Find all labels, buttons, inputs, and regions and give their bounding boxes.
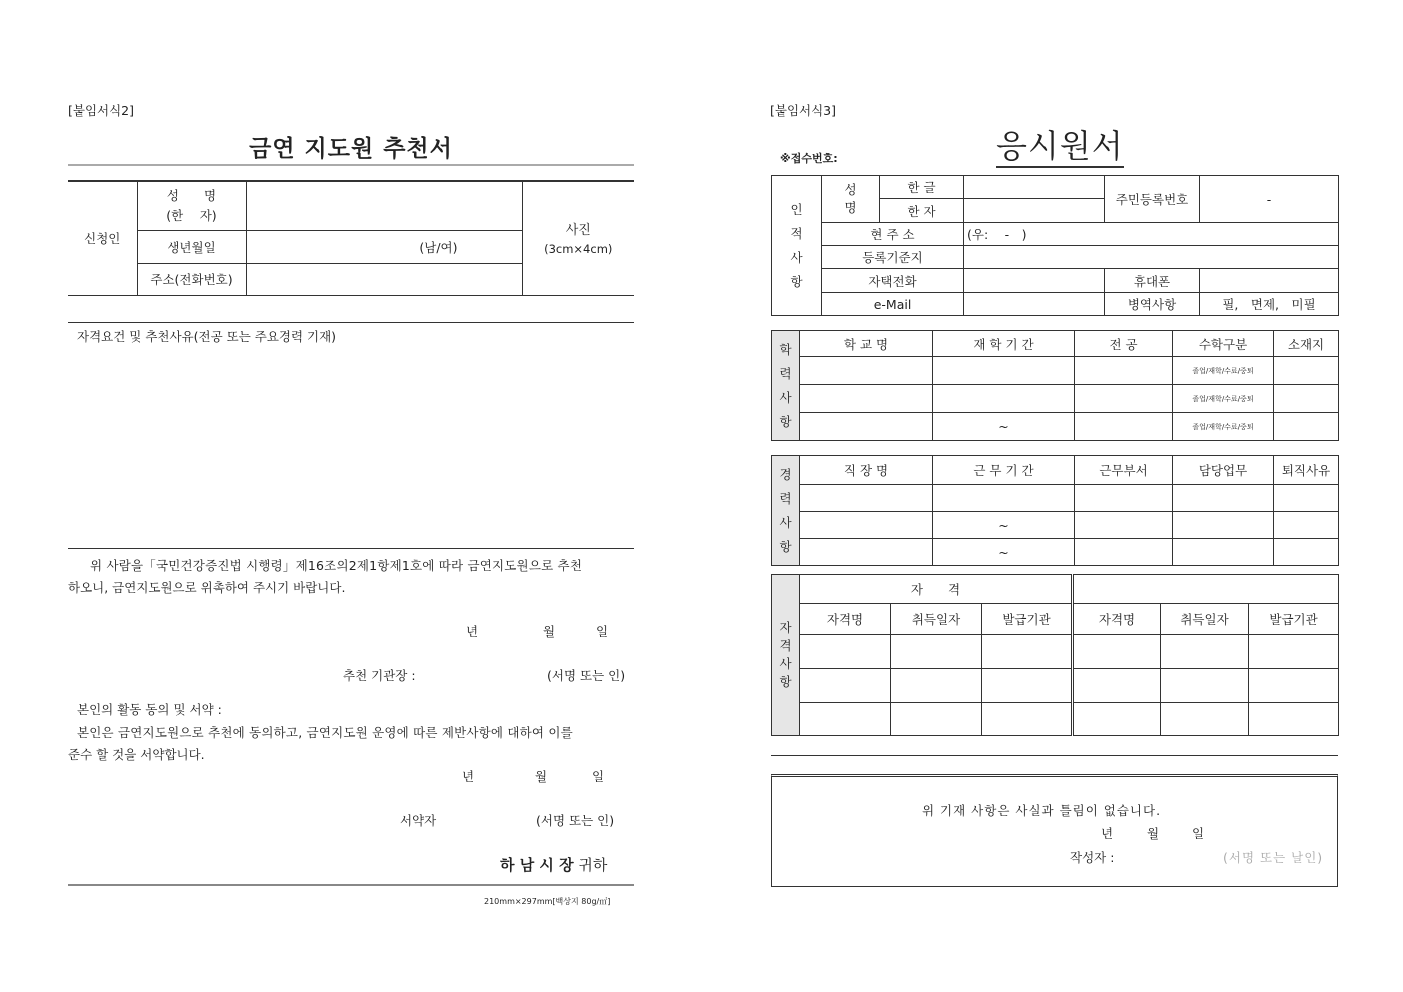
military-field[interactable]: 필, 면제, 미필 [1200, 293, 1339, 316]
resident-no-field[interactable]: - [1200, 176, 1339, 223]
edu-cell[interactable] [1274, 385, 1339, 413]
home-phone-label: 자택전화 [822, 269, 964, 293]
edu-header-major: 전 공 [1075, 331, 1173, 357]
edu-cell[interactable] [933, 385, 1075, 413]
birth-field[interactable] [246, 230, 522, 263]
recommend-line-1: 위 사람을「국민건강증진법 시행령」제16조의2제1항제1호에 따라 금연지도원으로 추천 [90, 558, 583, 573]
career-table [771, 455, 1339, 566]
edu-cell[interactable] [1075, 385, 1173, 413]
photo-box [522, 181, 634, 295]
edu-header-period: 재 학 기 간 [933, 331, 1075, 357]
edu-header-school: 학 교 명 [800, 331, 933, 357]
address-field[interactable] [246, 263, 522, 295]
address-label: 주소(전화번호) [137, 263, 246, 295]
photo-size: (3cm×4cm) [544, 242, 613, 257]
footer-rule [68, 884, 634, 886]
career-cell[interactable] [1173, 539, 1274, 566]
edu-cell[interactable] [800, 413, 933, 441]
license-cell[interactable] [800, 669, 891, 703]
career-cell[interactable] [800, 485, 933, 512]
consent-date-month: 월 [535, 769, 548, 784]
license-cell[interactable] [1073, 635, 1161, 669]
hanja-name-field[interactable] [964, 199, 1105, 223]
license-cell[interactable] [1249, 635, 1339, 669]
license-cell[interactable] [1249, 703, 1339, 736]
section-char: 격 [779, 638, 792, 653]
license-cell[interactable] [1161, 703, 1249, 736]
birth-label: 생년월일 [137, 230, 246, 263]
gender-hint: (남/여) [419, 239, 458, 255]
license-cell[interactable] [1073, 669, 1161, 703]
education-table [771, 330, 1339, 441]
hangul-name-field[interactable] [964, 176, 1105, 199]
education-section-label [772, 331, 800, 441]
divider [68, 322, 634, 323]
section-char: 항 [790, 273, 803, 289]
section-char: 사 [779, 656, 792, 671]
license-cell[interactable] [982, 635, 1073, 669]
career-cell[interactable] [1075, 539, 1173, 566]
name-field[interactable] [246, 181, 522, 230]
receipt-number-label: ※접수번호: [780, 152, 838, 165]
declaration-line: 위 기재 사항은 사실과 틀림이 없습니다. [922, 803, 1162, 818]
edu-status-options[interactable]: 졸업/재학/수료/중퇴 [1173, 385, 1274, 413]
registered-field[interactable] [964, 246, 1339, 269]
section-char: 력 [779, 365, 792, 381]
addressee-name: 하 남 시 장 [500, 856, 574, 874]
license-header-name: 자격명 [1073, 604, 1161, 635]
edu-cell[interactable] [933, 357, 1075, 385]
attachment-label-3: [붙임서식3] [770, 103, 837, 118]
home-phone-field[interactable] [964, 269, 1105, 293]
section-char: 항 [779, 674, 792, 689]
section-char: 학 [779, 341, 792, 357]
address-field-3[interactable]: (우: - ) [964, 223, 1339, 246]
license-header-date: 취득일자 [891, 604, 982, 635]
registered-label: 등록기준지 [822, 246, 964, 269]
license-header-issuer: 발급기관 [1249, 604, 1339, 635]
career-period-cell[interactable]: ~ [933, 512, 1075, 539]
edu-cell[interactable] [800, 385, 933, 413]
date-year: 년 [466, 624, 479, 639]
email-field[interactable] [964, 293, 1105, 316]
paper-spec: 210mm×297mm[백상지 80g/㎡] [484, 897, 611, 906]
career-section-label [772, 456, 800, 566]
qualification-textarea[interactable] [68, 345, 634, 545]
recommend-line-2: 하오니, 금연지도원으로 위촉하여 주시기 바랍니다. [68, 580, 346, 595]
date-day: 일 [596, 624, 609, 639]
edu-header-location: 소재지 [1274, 331, 1339, 357]
section-char: 인 [790, 201, 803, 217]
hangul-label: 한 글 [880, 176, 964, 199]
title-rule [68, 164, 634, 166]
photo-label: 사진 [565, 223, 591, 239]
divider [771, 755, 1338, 756]
license-cell[interactable] [1073, 703, 1161, 736]
edu-cell[interactable] [1274, 357, 1339, 385]
career-cell[interactable] [1173, 512, 1274, 539]
license-cell[interactable] [1249, 669, 1339, 703]
career-cell[interactable] [1274, 539, 1339, 566]
qualification-heading: 자격요건 및 추천사유(전공 또는 주요경력 기재) [77, 329, 337, 344]
writer-sign-hint: (서명 또는 날인) [1223, 850, 1324, 865]
career-header-period: 근 무 기 간 [933, 456, 1075, 485]
license-group-header-right [1073, 575, 1339, 604]
edu-status-options[interactable]: 졸업/재학/수료/중퇴 [1173, 357, 1274, 385]
declaration-day: 일 [1192, 826, 1205, 841]
section-char: 항 [779, 538, 792, 554]
career-period-cell[interactable]: ~ [933, 539, 1075, 566]
edu-cell[interactable] [1274, 413, 1339, 441]
consent-heading: 본인의 활동 동의 및 서약 : [77, 702, 222, 717]
edu-header-status: 수학구분 [1173, 331, 1274, 357]
recommender-sign-hint: (서명 또는 인) [547, 668, 626, 683]
military-label: 병역사항 [1105, 293, 1200, 316]
email-label: e-Mail [822, 293, 964, 316]
license-section-label [772, 575, 800, 736]
name-char: 명 [844, 200, 857, 215]
career-cell[interactable] [1075, 485, 1173, 512]
career-header-reason: 퇴직사유 [1274, 456, 1339, 485]
consent-line-2: 준수 할 것을 서약합니다. [68, 747, 205, 762]
declaration-year: 년 [1101, 826, 1114, 841]
edu-cell[interactable] [1075, 357, 1173, 385]
mobile-field[interactable] [1200, 269, 1339, 293]
edu-period-cell[interactable]: ~ [933, 413, 1075, 441]
license-header-name: 자격명 [800, 604, 891, 635]
declaration-box [771, 774, 1338, 887]
resident-no-label: 주민등록번호 [1105, 176, 1200, 223]
consent-date-year: 년 [462, 769, 475, 784]
license-header-issuer: 발급기관 [982, 604, 1073, 635]
section-char: 사 [790, 249, 803, 265]
section-char: 자 [779, 620, 792, 635]
section-char: 사 [779, 514, 792, 530]
section-char: 사 [779, 389, 792, 405]
application-title: 응시원서 [996, 126, 1124, 168]
career-header-company: 직 장 명 [800, 456, 933, 485]
personal-info-table [771, 175, 1339, 316]
recommender-label: 추천 기관장 : [343, 668, 416, 683]
license-cell[interactable] [982, 703, 1073, 736]
addressee [500, 854, 607, 875]
addressee-suffix: 귀하 [578, 856, 608, 874]
name-char: 성 [844, 182, 857, 197]
career-cell[interactable] [1274, 512, 1339, 539]
page-title: 금연 지도원 추천서 [249, 136, 453, 162]
date-month: 월 [543, 624, 556, 639]
name-hanja-label: (한 자) [166, 207, 217, 223]
license-cell[interactable] [1161, 635, 1249, 669]
career-cell[interactable] [1075, 512, 1173, 539]
declaration-month: 월 [1147, 826, 1160, 841]
attachment-label: [붙임서식2] [68, 103, 135, 118]
divider [68, 548, 634, 549]
edu-cell[interactable] [800, 357, 933, 385]
career-cell[interactable] [933, 485, 1075, 512]
applicant-table [68, 180, 634, 296]
career-cell[interactable] [1173, 485, 1274, 512]
mobile-label: 휴대폰 [1105, 269, 1200, 293]
pledger-label: 서약자 [400, 813, 437, 828]
edu-status-options[interactable]: 졸업/재학/수료/중퇴 [1173, 413, 1274, 441]
license-cell[interactable] [800, 635, 891, 669]
license-group-header: 자 격 [800, 575, 1073, 604]
consent-date-day: 일 [592, 769, 605, 784]
name-label-3 [822, 176, 880, 223]
career-header-dept: 근무부서 [1075, 456, 1173, 485]
consent-line-1: 본인은 금연지도원으로 추천에 동의하고, 금연지도원 운영에 따른 제반사항에 대하여 이를 [77, 725, 573, 740]
license-header-date: 취득일자 [1161, 604, 1249, 635]
license-cell[interactable] [1161, 669, 1249, 703]
career-cell[interactable] [800, 539, 933, 566]
section-char: 적 [790, 225, 803, 241]
writer-label: 작성자 : [1070, 850, 1115, 865]
license-cell[interactable] [982, 669, 1073, 703]
section-char: 력 [779, 490, 792, 506]
license-cell[interactable] [891, 635, 982, 669]
address-label-3: 현 주 소 [822, 223, 964, 246]
section-char: 항 [779, 413, 792, 429]
career-cell[interactable] [800, 512, 933, 539]
applicant-label: 신청인 [68, 181, 137, 295]
license-cell[interactable] [800, 703, 891, 736]
license-cell[interactable] [891, 703, 982, 736]
license-cell[interactable] [891, 669, 982, 703]
career-header-duty: 담당업무 [1173, 456, 1274, 485]
hanja-label: 한 자 [880, 199, 964, 223]
name-label: 성 명 [166, 187, 217, 203]
career-cell[interactable] [1274, 485, 1339, 512]
name-label-cell [137, 181, 246, 230]
section-char: 경 [779, 466, 792, 482]
edu-cell[interactable] [1075, 413, 1173, 441]
personal-section-label [772, 176, 822, 316]
license-table [771, 574, 1339, 736]
pledger-sign-hint: (서명 또는 인) [536, 813, 615, 828]
